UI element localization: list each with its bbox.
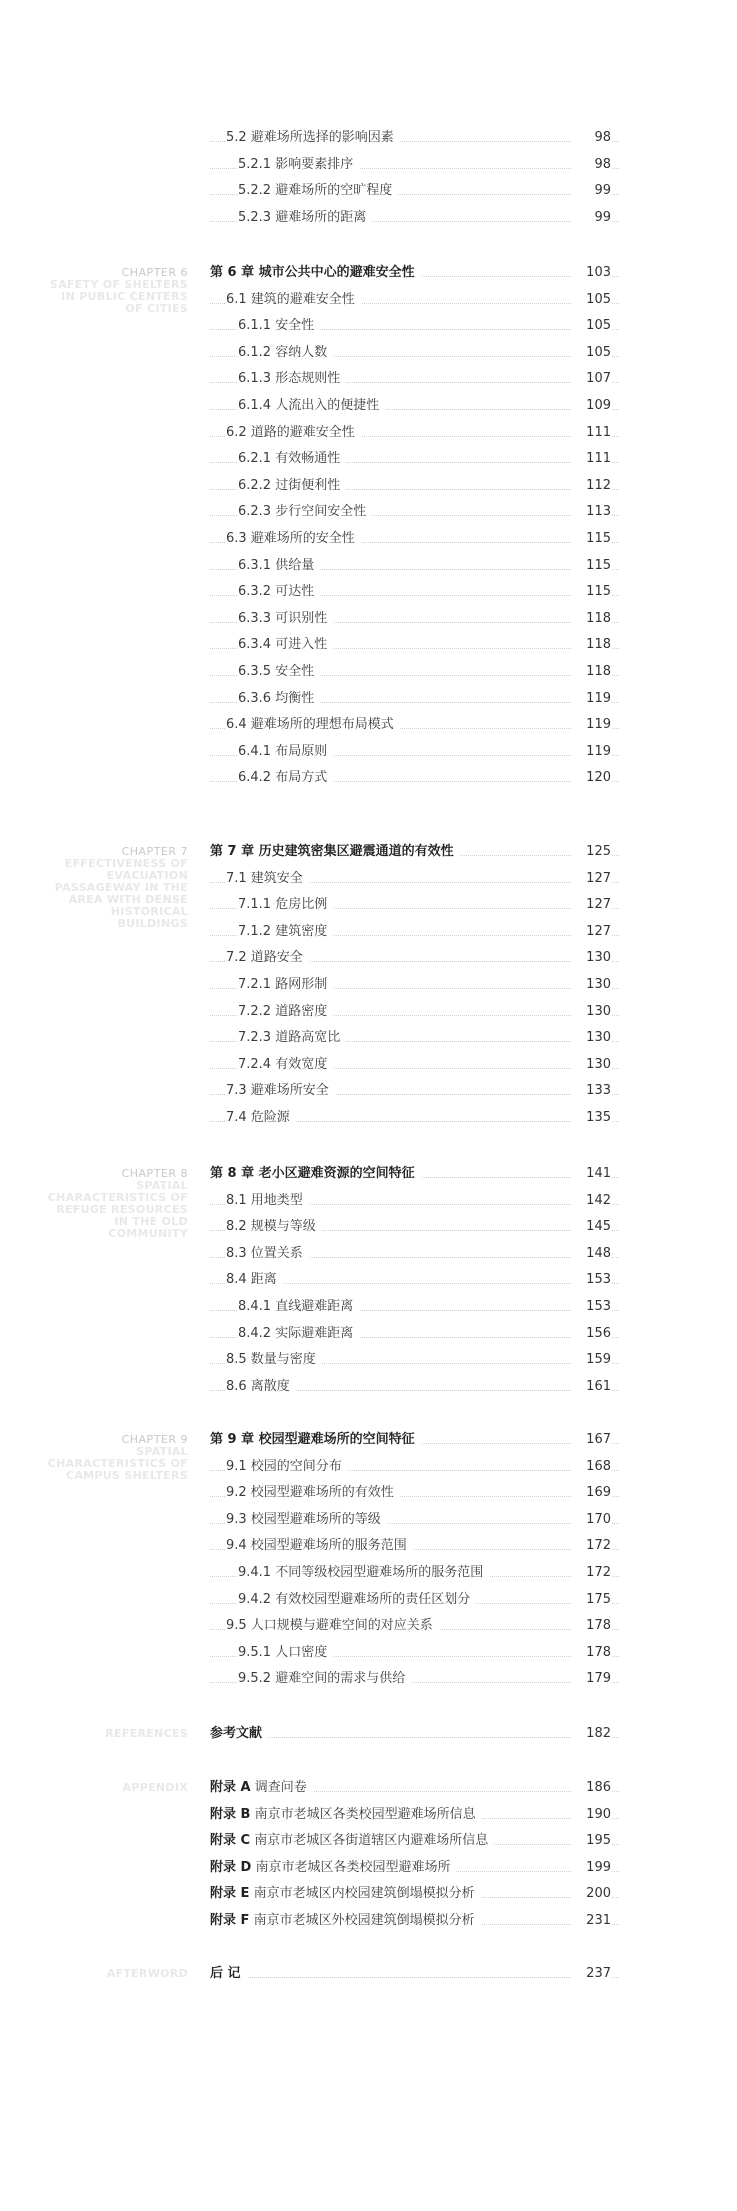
toc-entry-text: 7.2.3 道路高宽比 xyxy=(238,1030,341,1046)
toc-page-number: 112 xyxy=(571,476,611,496)
toc-entry-text: 5.2.1 影响要素排序 xyxy=(238,156,354,172)
toc-entry-text: 7.1 建筑安全 xyxy=(226,870,303,886)
toc-entry-text: 8.6 离散度 xyxy=(226,1378,290,1394)
toc-entry-text: 6.1.4 人流出入的便捷性 xyxy=(238,398,380,413)
toc-entry[interactable] xyxy=(0,1028,737,1048)
toc-entry[interactable] xyxy=(0,1324,737,1344)
toc-page-number: 125 xyxy=(571,842,611,862)
toc-entry-title xyxy=(238,662,320,682)
toc-entry-text: 9.3 校园型避难场所的等级 xyxy=(226,1511,381,1527)
toc-entry-text: 8.4.1 直线避难距离 xyxy=(238,1299,354,1314)
toc-entry-text: 7.2.4 有效宽度 xyxy=(238,1056,328,1072)
toc-entry-text: 6.1.2 容纳人数 xyxy=(238,344,328,360)
toc-entry-title xyxy=(210,1911,481,1931)
toc-page-number: 127 xyxy=(571,895,611,915)
toc-entry-title xyxy=(226,1270,283,1290)
toc-page-number: 141 xyxy=(571,1164,611,1184)
toc-entry[interactable] xyxy=(0,476,737,496)
toc-entry-title xyxy=(226,1483,400,1503)
toc-entry-text: 9.4.2 有效校园型避难场所的责任区划分 xyxy=(238,1591,471,1607)
toc-entry-title xyxy=(238,1028,346,1048)
toc-page-number: 148 xyxy=(571,1244,611,1264)
toc-entry-title xyxy=(210,1724,268,1744)
toc-page-number: 118 xyxy=(571,609,611,629)
toc-entry[interactable] xyxy=(0,1724,737,1744)
toc-entry-text: 9.5.2 避难空间的需求与供给 xyxy=(238,1671,406,1687)
toc-entry-text: 9.4 校园型避难场所的服务范围 xyxy=(226,1538,407,1554)
toc-entry-text: 7.2.2 道路密度 xyxy=(238,1003,328,1019)
toc-entry[interactable] xyxy=(0,582,737,602)
toc-entry-text: 南京市老城区各类校园型避难场所 xyxy=(255,1859,451,1875)
toc-entry[interactable] xyxy=(0,1616,737,1636)
toc-entry-text: 7.1.1 危房比例 xyxy=(238,897,328,913)
toc-entry[interactable] xyxy=(0,449,737,469)
chapter-english-title: REFERENCES xyxy=(105,1727,188,1740)
toc-entry[interactable] xyxy=(0,1002,737,1022)
toc-entry-title xyxy=(226,423,361,443)
toc-page-number: 179 xyxy=(571,1669,611,1689)
toc-entry-text: 7.3 避难场所安全 xyxy=(226,1083,329,1099)
toc-entry-text: 9.1 校园的空间分布 xyxy=(226,1458,342,1474)
toc-entry-text: 南京市老城区各街道辖区内避难场所信息 xyxy=(254,1833,489,1849)
toc-entry-title xyxy=(226,1350,322,1370)
toc-entry-title xyxy=(238,1643,333,1663)
toc-entry[interactable] xyxy=(0,529,737,549)
toc-entry-text: 8.4 距离 xyxy=(226,1272,277,1288)
toc-entry-text: 9.4.1 不同等级校园型避难场所的服务范围 xyxy=(238,1565,484,1580)
toc-entry-text: 第 6 章 城市公共中心的避难安全性 xyxy=(210,265,415,280)
toc-entry-title xyxy=(210,1778,313,1798)
toc-entry[interactable] xyxy=(0,1643,737,1663)
toc-page-number: 119 xyxy=(571,742,611,762)
toc-entry-title xyxy=(226,1536,413,1556)
toc-page-number: 118 xyxy=(571,635,611,655)
toc-entry-title xyxy=(238,369,346,389)
toc-entry-title xyxy=(238,476,346,496)
toc-entry-title xyxy=(226,1457,348,1477)
toc-page-number: 119 xyxy=(571,689,611,709)
toc-page-number: 118 xyxy=(571,662,611,682)
toc-page-number: 178 xyxy=(571,1643,611,1663)
toc-entry-text: 6.3.5 安全性 xyxy=(238,664,315,679)
toc-entry[interactable] xyxy=(0,1055,737,1075)
toc-page-number: 156 xyxy=(571,1324,611,1344)
toc-entry[interactable] xyxy=(0,1164,737,1184)
toc-entry-title xyxy=(226,1377,296,1397)
toc-entry-text: 6.3.4 可进入性 xyxy=(238,637,328,653)
toc-page-number: 190 xyxy=(571,1805,611,1825)
toc-entry-title xyxy=(238,609,333,629)
toc-page-number: 127 xyxy=(571,869,611,889)
chapter-english-title: APPENDIX xyxy=(122,1781,188,1794)
toc-page-number: 195 xyxy=(571,1831,611,1851)
toc-page-number: 182 xyxy=(571,1724,611,1744)
chapter-english-title: EFFECTIVENESS OF EVACUATION PASSAGEWAY IN THE AREA WITH DENSE HISTORICAL BUILDINGS xyxy=(54,857,188,930)
toc-page-number: 105 xyxy=(571,316,611,336)
toc-entry[interactable] xyxy=(0,423,737,443)
toc-entry-title xyxy=(226,715,400,735)
toc-entry[interactable] xyxy=(0,1884,737,1904)
toc-entry-text: 6.2.3 步行空间安全性 xyxy=(238,504,367,520)
toc-page-number: 167 xyxy=(571,1430,611,1450)
toc-entry-title xyxy=(238,768,333,788)
toc-entry-title xyxy=(210,1430,421,1450)
appendix-label: 附录 A xyxy=(210,1780,251,1795)
chapter-english-title: SPATIAL CHARACTERISTICS OF CAMPUS SHELTERS xyxy=(47,1445,188,1482)
toc-entry[interactable] xyxy=(0,1805,737,1825)
toc-page-number: 105 xyxy=(571,290,611,310)
toc-entry-title xyxy=(210,1964,247,1984)
toc-entry-title xyxy=(226,1191,309,1211)
toc-entry-text: 6.3.2 可达性 xyxy=(238,584,315,600)
toc-entry-text: 9.5.1 人口密度 xyxy=(238,1644,328,1660)
toc-entry-title xyxy=(238,396,385,416)
toc-entry-title xyxy=(226,948,309,968)
toc-entry-text: 6.2.1 有效畅通性 xyxy=(238,451,341,467)
toc-page-number: 172 xyxy=(571,1563,611,1583)
toc-entry-title xyxy=(210,1858,456,1878)
toc-entry-text: 参考文献 xyxy=(210,1726,263,1741)
toc-entry-text: 6.3.6 均衡性 xyxy=(238,690,315,706)
toc-page-number: 98 xyxy=(571,128,611,148)
toc-entry-title xyxy=(238,975,333,995)
toc-entry[interactable] xyxy=(0,181,737,201)
toc-page-number: 103 xyxy=(571,263,611,283)
toc-entry[interactable] xyxy=(0,742,737,762)
toc-entry-title xyxy=(238,1324,359,1344)
chapter-english-title: SPATIAL CHARACTERISTICS OF REFUGE RESOURCES IN THE OLD COMMUNITY xyxy=(47,1179,188,1240)
toc-page-number: 99 xyxy=(571,208,611,228)
toc-entry-title xyxy=(238,895,333,915)
toc-page-number: 130 xyxy=(571,1055,611,1075)
toc-entry-title xyxy=(238,922,333,942)
appendix-label: 附录 D xyxy=(210,1859,252,1875)
toc-entry[interactable] xyxy=(0,316,737,336)
toc-entry[interactable] xyxy=(0,396,737,416)
toc-entry[interactable] xyxy=(0,1778,737,1798)
toc-entry[interactable] xyxy=(0,895,737,915)
toc-entry[interactable] xyxy=(0,1217,737,1237)
toc-entry-title xyxy=(238,1002,333,1022)
toc-entry[interactable] xyxy=(0,842,737,862)
toc-page-number: 119 xyxy=(571,715,611,735)
toc-page-number: 161 xyxy=(571,1377,611,1397)
toc-page-number: 237 xyxy=(571,1964,611,1984)
appendix-label: 附录 E xyxy=(210,1886,250,1902)
toc-entry-text: 8.2 规模与等级 xyxy=(226,1219,316,1235)
toc-page-number: 200 xyxy=(571,1884,611,1904)
toc-page-number: 115 xyxy=(571,582,611,602)
toc-entry[interactable] xyxy=(0,1377,737,1397)
toc-entry-text: 5.2.2 避难场所的空旷程度 xyxy=(238,183,393,199)
toc-entry-title xyxy=(226,1510,387,1530)
appendix-label: 附录 C xyxy=(210,1833,251,1849)
toc-entry[interactable] xyxy=(0,290,737,310)
toc-entry[interactable] xyxy=(0,263,737,283)
toc-page-number: 231 xyxy=(571,1911,611,1931)
toc-entry[interactable] xyxy=(0,1911,737,1931)
toc-entry-text: 南京市老城区外校园建筑倒塌模拟分析 xyxy=(253,1913,475,1928)
toc-entry-title xyxy=(238,502,372,522)
toc-entry-title xyxy=(226,290,361,310)
toc-entry[interactable] xyxy=(0,1270,737,1290)
toc-entry-title xyxy=(210,1164,421,1184)
toc-entry-text: 9.2 校园型避难场所的有效性 xyxy=(226,1485,394,1501)
toc-entry-title xyxy=(226,1217,322,1237)
toc-entry-title xyxy=(238,1297,359,1317)
toc-entry-title xyxy=(238,1563,489,1583)
toc-entry-text: 6.4 避难场所的理想布局模式 xyxy=(226,717,394,733)
toc-entry-text: 南京市老城区各类校园型避难场所信息 xyxy=(254,1806,476,1822)
toc-entry-title xyxy=(226,128,400,148)
chapter-number: CHAPTER 9 xyxy=(121,1433,188,1446)
chapter-english-title: AFTERWORD xyxy=(106,1967,188,1980)
toc-entry-title xyxy=(210,1831,494,1851)
toc-page-number: 199 xyxy=(571,1858,611,1878)
toc-page-number: 130 xyxy=(571,975,611,995)
toc-entry[interactable] xyxy=(0,1457,737,1477)
toc-entry-text: 6.4.2 布局方式 xyxy=(238,770,328,786)
toc-entry[interactable] xyxy=(0,1350,737,1370)
toc-entry-title xyxy=(210,1805,482,1825)
toc-entry[interactable] xyxy=(0,768,737,788)
toc-page-number: 115 xyxy=(571,529,611,549)
toc-entry-text: 8.5 数量与密度 xyxy=(226,1352,316,1368)
appendix-label: 附录 F xyxy=(210,1913,250,1928)
toc-entry[interactable] xyxy=(0,1081,737,1101)
toc-entry-text: 6.3.3 可识别性 xyxy=(238,610,328,626)
toc-entry-title xyxy=(210,1884,481,1904)
dot-leader xyxy=(210,1977,619,1978)
toc-entry[interactable] xyxy=(0,689,737,709)
toc-entry-title xyxy=(226,1108,296,1128)
toc-entry-title xyxy=(238,343,333,363)
toc-entry[interactable] xyxy=(0,609,737,629)
toc-entry-title xyxy=(226,1244,309,1264)
toc-entry[interactable] xyxy=(0,343,737,363)
chapter-english-title: SAFETY OF SHELTERS IN PUBLIC CENTERS OF CITIES xyxy=(49,278,188,315)
toc-page-number: 175 xyxy=(571,1590,611,1610)
toc-page-number: 172 xyxy=(571,1536,611,1556)
toc-entry[interactable] xyxy=(0,1563,737,1583)
toc-entry[interactable] xyxy=(0,1297,737,1317)
toc-entry[interactable] xyxy=(0,1191,737,1211)
toc-entry-text: 6.3.1 供给量 xyxy=(238,557,315,573)
toc-entry-title xyxy=(238,316,320,336)
toc-entry-title xyxy=(226,1081,335,1101)
toc-page-number: 127 xyxy=(571,922,611,942)
toc-entry-title xyxy=(238,742,333,762)
toc-page-number: 153 xyxy=(571,1270,611,1290)
toc-page-number: 111 xyxy=(571,449,611,469)
toc-entry-title xyxy=(210,263,421,283)
toc-page-number: 115 xyxy=(571,556,611,576)
toc-page-number: 145 xyxy=(571,1217,611,1237)
toc-entry-title xyxy=(238,181,398,201)
toc-page-number: 142 xyxy=(571,1191,611,1211)
toc-entry-text: 南京市老城区内校园建筑倒塌模拟分析 xyxy=(253,1886,475,1902)
toc-entry[interactable] xyxy=(0,1483,737,1503)
toc-entry[interactable] xyxy=(0,1510,737,1530)
toc-entry-title xyxy=(238,1590,476,1610)
toc-entry-text: 6.1.3 形态规则性 xyxy=(238,371,341,387)
toc-entry-title xyxy=(210,842,460,862)
toc-page-number: 99 xyxy=(571,181,611,201)
toc-entry-text: 6.4.1 布局原则 xyxy=(238,743,328,759)
toc-page-number: 153 xyxy=(571,1297,611,1317)
toc-page-number: 113 xyxy=(571,502,611,522)
toc-entry-title xyxy=(238,582,320,602)
chapter-number: CHAPTER 8 xyxy=(121,1167,188,1180)
toc-entry-text: 5.2.3 避难场所的距离 xyxy=(238,209,367,225)
toc-page-number: 105 xyxy=(571,343,611,363)
toc-entry-text: 7.4 危险源 xyxy=(226,1110,290,1125)
dot-leader xyxy=(210,1737,619,1738)
toc-page-number: 133 xyxy=(571,1081,611,1101)
toc-entry-text: 第 9 章 校园型避难场所的空间特征 xyxy=(210,1432,415,1447)
toc-entry[interactable] xyxy=(0,1536,737,1556)
toc-entry[interactable] xyxy=(0,1430,737,1450)
toc-entry[interactable] xyxy=(0,1669,737,1689)
toc-entry[interactable] xyxy=(0,715,737,735)
toc-entry[interactable] xyxy=(0,869,737,889)
chapter-number: CHAPTER 7 xyxy=(121,845,188,858)
toc-entry[interactable] xyxy=(0,208,737,228)
toc-entry[interactable] xyxy=(0,1108,737,1128)
toc-entry[interactable] xyxy=(0,948,737,968)
toc-entry-text: 9.5 人口规模与避难空间的对应关系 xyxy=(226,1618,433,1634)
toc-entry-title xyxy=(238,208,372,228)
toc-entry[interactable] xyxy=(0,369,737,389)
toc-entry-title xyxy=(238,556,320,576)
toc-entry[interactable] xyxy=(0,1831,737,1851)
toc-entry-title xyxy=(238,1669,411,1689)
toc-entry-text: 8.1 用地类型 xyxy=(226,1192,303,1208)
toc-page-number: 109 xyxy=(571,396,611,416)
toc-entry[interactable] xyxy=(0,128,737,148)
toc-entry[interactable] xyxy=(0,662,737,682)
toc-entry-text: 5.2 避难场所选择的影响因素 xyxy=(226,130,394,145)
toc-entry-text: 7.2 道路安全 xyxy=(226,950,303,966)
toc-page-number: 98 xyxy=(571,155,611,175)
toc-page-number: 107 xyxy=(571,369,611,389)
toc-entry-text: 调查问卷 xyxy=(254,1780,307,1795)
toc-entry[interactable] xyxy=(0,922,737,942)
chapter-number: CHAPTER 6 xyxy=(121,266,188,279)
appendix-label: 附录 B xyxy=(210,1806,251,1822)
toc-entry-text: 后 记 xyxy=(210,1966,241,1981)
toc-entry-title xyxy=(226,529,361,549)
toc-page-number: 159 xyxy=(571,1350,611,1370)
toc-page-number: 169 xyxy=(571,1483,611,1503)
toc-entry[interactable] xyxy=(0,1590,737,1610)
toc-page-number: 168 xyxy=(571,1457,611,1477)
toc-entry[interactable] xyxy=(0,155,737,175)
toc-page-number: 130 xyxy=(571,1002,611,1022)
toc-entry[interactable] xyxy=(0,1858,737,1878)
toc-entry[interactable] xyxy=(0,502,737,522)
toc-entry-text: 第 7 章 历史建筑密集区避震通道的有效性 xyxy=(210,844,454,859)
toc-page-number: 186 xyxy=(571,1778,611,1798)
toc-entry-title xyxy=(238,1055,333,1075)
toc-page-number: 111 xyxy=(571,423,611,443)
toc-entry-text: 7.1.2 建筑密度 xyxy=(238,923,328,939)
toc-entry-text: 8.3 位置关系 xyxy=(226,1245,303,1261)
toc-entry[interactable] xyxy=(0,1964,737,1984)
toc-page-number: 120 xyxy=(571,768,611,788)
toc-entry[interactable] xyxy=(0,975,737,995)
toc-entry-text: 7.2.1 路网形制 xyxy=(238,977,328,992)
toc-entry-text: 8.4.2 实际避难距离 xyxy=(238,1325,354,1341)
toc-entry-text: 6.3 避难场所的安全性 xyxy=(226,531,355,546)
toc-entry-title xyxy=(238,635,333,655)
toc-page-number: 178 xyxy=(571,1616,611,1636)
toc-entry-title xyxy=(238,155,359,175)
toc-entry[interactable] xyxy=(0,1244,737,1264)
toc-entry[interactable] xyxy=(0,556,737,576)
toc-entry-text: 6.1 建筑的避难安全性 xyxy=(226,291,355,307)
toc-entry-title xyxy=(226,869,309,889)
toc-entry-text: 第 8 章 老小区避难资源的空间特征 xyxy=(210,1166,415,1181)
toc-page-number: 170 xyxy=(571,1510,611,1530)
toc-entry-title xyxy=(238,449,346,469)
toc-entry-text: 6.2 道路的避难安全性 xyxy=(226,424,355,440)
toc-entry[interactable] xyxy=(0,635,737,655)
toc-entry-text: 6.1.1 安全性 xyxy=(238,318,315,334)
toc-page-number: 130 xyxy=(571,948,611,968)
toc-page-number: 135 xyxy=(571,1108,611,1128)
toc-entry-title xyxy=(238,689,320,709)
toc-page-number: 130 xyxy=(571,1028,611,1048)
toc-entry-title xyxy=(226,1616,439,1636)
toc-entry-text: 6.2.2 过街便利性 xyxy=(238,477,341,493)
